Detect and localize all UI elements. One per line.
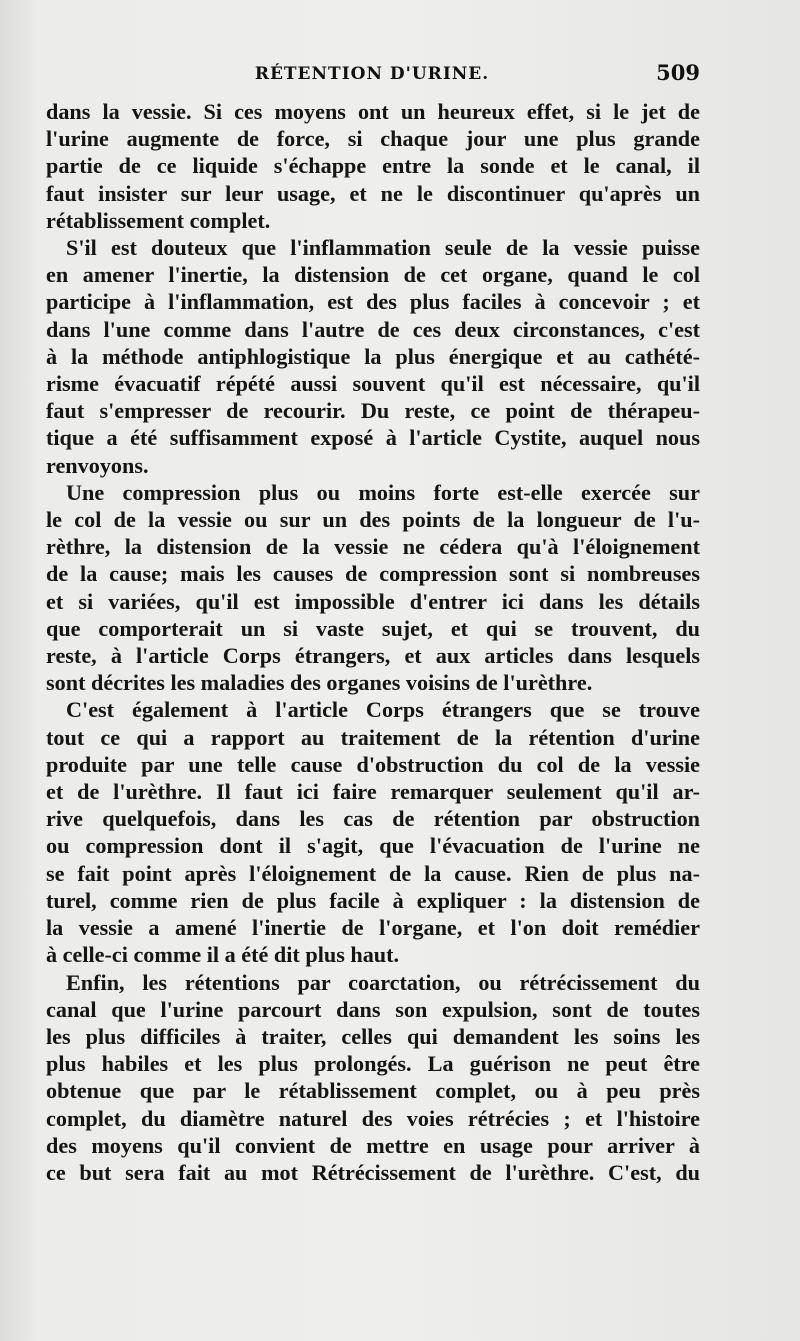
page-number: 509 [656,60,700,85]
text-line: renvoyons. [46,452,149,478]
text-line: faut s'empresser de recourir. Du reste, ce point de thérapeu- [46,398,700,424]
text-line: Enfin, les rétentions par coarctation, ou rétrécissement du [66,969,700,995]
text-line: rive quelquefois, dans les cas de rétention par obstruction [46,806,700,832]
page-header [44,58,700,92]
paragraph-5 [46,969,700,1187]
text-line: dans l'une comme dans l'autre de ces deux circonstances, c'est [46,316,700,342]
text-line: le col de la vessie ou sur un des points de la longueur de l'u- [46,507,700,533]
text-line: produite par une telle cause d'obstruction du col de la vessie [46,751,700,777]
text-line: partie de ce liquide s'échappe entre la sonde et le canal, il [46,153,700,179]
text-line: risme évacuatif répété aussi souvent qu'il est nécessaire, qu'il [46,371,700,397]
text-line: à la méthode antiphlogistique la plus énergique et au cathété- [46,343,700,369]
paragraph-2 [46,234,700,479]
text-line: S'il est douteux que l'inflammation seule de la vessie puisse [66,235,700,261]
running-title: RÉTENTION D'URINE. [254,64,490,84]
text-line: en amener l'inertie, la distension de cet organe, quand le col [46,262,700,288]
paragraph-1 [46,98,700,234]
text-line: rétablissement complet. [46,207,271,233]
text-line: tout ce qui a rapport au traitement de la rétention d'urine [46,724,700,750]
text-line: C'est également à l'article Corps étrangers que se trouve [66,697,700,723]
text-line: plus habiles et les plus prolongés. La guérison ne peut être [46,1051,700,1077]
text-line: reste, à l'article Corps étrangers, et aux articles dans lesquels [46,643,700,669]
text-line: complet, du diamètre naturel des voies rétrécies ; et l'histoire [46,1105,700,1131]
paragraph-3 [46,479,700,697]
paragraph-4 [46,696,700,968]
text-line: se fait point après l'éloignement de la cause. Rien de plus na- [46,860,700,886]
text-line: ce but sera fait au mot Rétrécissement de l'urèthre. C'est, du [46,1159,700,1185]
text-line: l'urine augmente de force, si chaque jour une plus grande [46,126,700,152]
text-line: obtenue que par le rétablissement complet, ou à peu près [46,1078,700,1104]
text-line: et si variées, qu'il est impossible d'entrer ici dans les détails [46,588,700,614]
text-line: rèthre, la distension de la vessie ne cédera qu'à l'éloignement [46,534,700,560]
text-line: des moyens qu'il convient de mettre en usage pour arriver à [46,1132,700,1158]
text-line: ou compression dont il s'agit, que l'évacuation de l'urine ne [46,833,700,859]
text-line: tique a été suffisamment exposé à l'article Cystite, auquel nous [46,425,700,451]
text-line: participe à l'inflammation, est des plus faciles à concevoir ; et [46,289,700,315]
text-line: faut insister sur leur usage, et ne le discontinuer qu'après un [46,180,700,206]
text-line: que comporterait un si vaste sujet, et qui se trouvent, du [46,615,700,641]
text-line: les plus difficiles à traiter, celles qui demandent les soins les [46,1023,700,1049]
text-line: turel, comme rien de plus facile à expliquer : la distension de [46,887,700,913]
text-line: la vessie a amené l'inertie de l'organe, et l'on doit remédier [46,915,700,941]
text-line: Une compression plus ou moins forte est-elle exercée sur [66,479,700,505]
text-line: sont décrites les maladies des organes voisins de l'urèthre. [46,670,593,696]
text-line: à celle-ci comme il a été dit plus haut. [46,942,400,968]
text-line: dans la vessie. Si ces moyens ont un heureux effet, si le jet de [46,99,700,124]
body-text [46,98,700,1186]
text-line: et de l'urèthre. Il faut ici faire remarquer seulement qu'il ar- [46,779,700,805]
text-line: canal que l'urine parcourt dans son expulsion, sont de toutes [46,996,700,1022]
text-line: de la cause; mais les causes de compression sont si nombreuses [46,561,700,587]
